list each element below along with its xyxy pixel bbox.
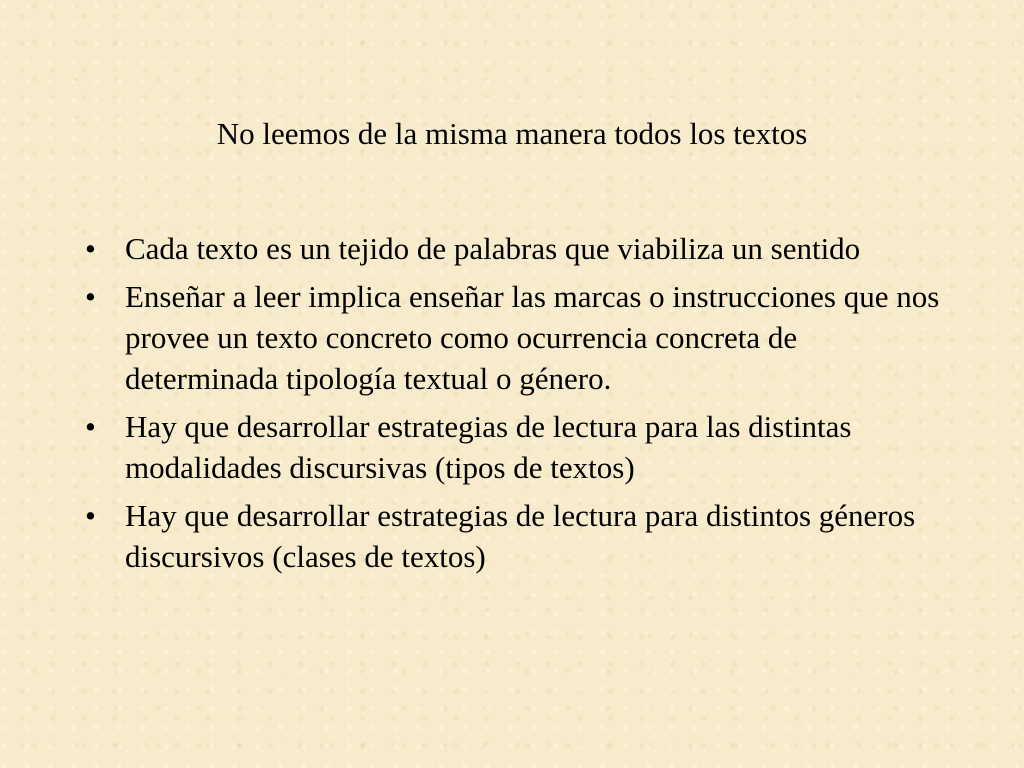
bullet-icon: • (85, 498, 96, 533)
slide-title: No leemos de la misma manera todos los textos (216, 116, 808, 151)
bullet-icon: • (85, 409, 96, 444)
bullet-text: Hay que desarrollar estrategias de lectura para distintos géneros discursivos (clases de textos) (125, 498, 916, 574)
bullet-item (85, 406, 945, 488)
bullet-text: Enseñar a leer implica enseñar las marcas o instrucciones que nos provee un texto concreto como ocurrencia concreta de determinada tipología textual o género. (125, 279, 940, 396)
bullet-icon: • (85, 231, 96, 266)
bullet-item (85, 228, 945, 269)
bullet-text: Hay que desarrollar estrategias de lectura para las distintas modalidades discursivas (tipos de textos) (125, 409, 852, 485)
bullet-list (85, 228, 945, 584)
bullet-item (85, 276, 945, 399)
bullet-item (85, 495, 945, 577)
bullet-icon: • (85, 279, 96, 314)
bullet-text: Cada texto es un tejido de palabras que viabiliza un sentido (125, 231, 861, 266)
